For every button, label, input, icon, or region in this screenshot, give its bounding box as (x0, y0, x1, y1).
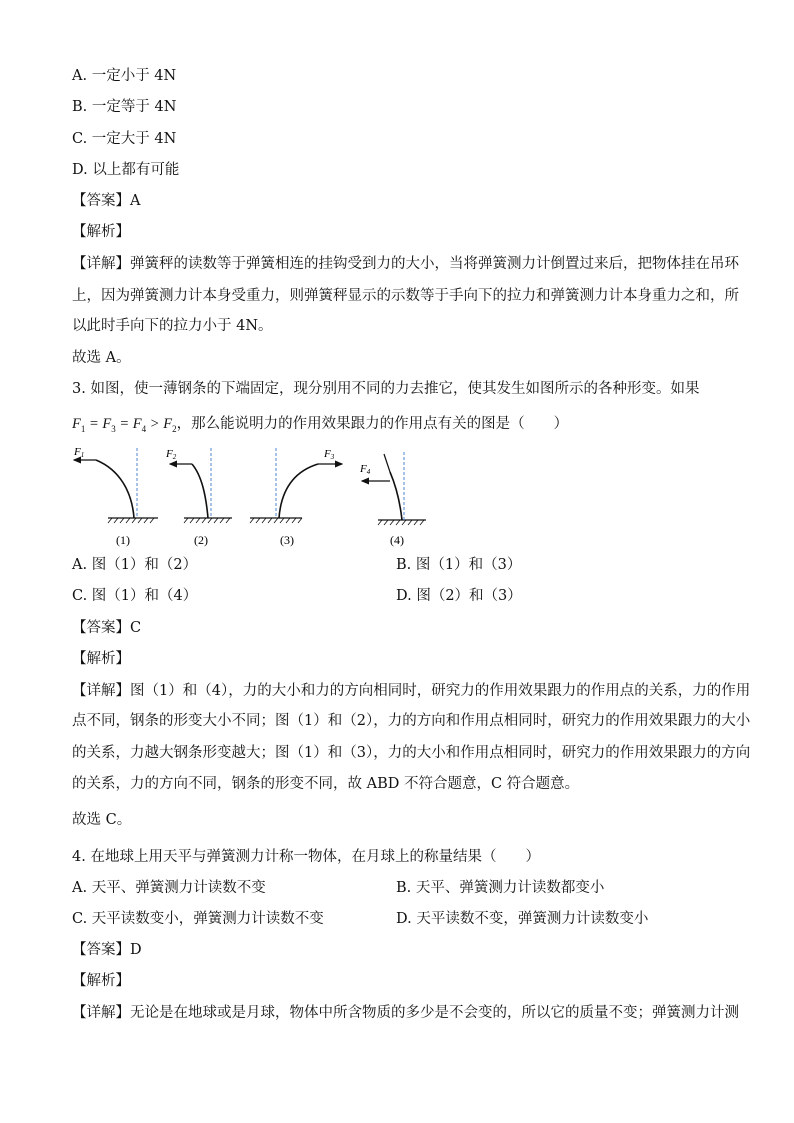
caption-4: (4) (390, 533, 404, 547)
figure-1 (73, 446, 158, 547)
caption-1: (1) (116, 533, 130, 547)
q3-stem-line-2-text: ，那么能说明力的作用效果跟力的作用点有关的图是（ ） (176, 416, 569, 432)
q3-force-equation: $F_1 = F_3 = F_4 > F_2$ (72, 416, 177, 434)
q4-option-d: D. 天平读数不变，弹簧测力计读数变小 (396, 911, 649, 927)
caption-2: (2) (194, 533, 208, 547)
q2-option-b: B. 一定等于 4N (72, 99, 177, 115)
force-label-f2: F2 (166, 448, 177, 461)
q4-stem: 4. 在地球上用天平与弹簧测力计称一物体，在月球上的称量结果（ ） (72, 849, 540, 865)
q2-detail-line-3: 以此时手向下的拉力小于 4N。 (72, 318, 273, 334)
q3-conclusion: 故选 C。 (72, 812, 132, 828)
q3-analysis-label: 【解析】 (72, 651, 130, 667)
q3-option-a: A. 图（1）和（2） (72, 557, 198, 573)
q4-option-b: B. 天平、弹簧测力计读数都变小 (396, 880, 605, 896)
q3-detail-line-2: 点不同，钢条的形变大小不同；图（1）和（2），力的方向和作用点相同时，研究力的作用效果跟力的大小 (72, 713, 751, 729)
q2-option-a: A. 一定小于 4N (72, 68, 177, 84)
q3-option-b: B. 图（1）和（3） (396, 557, 522, 573)
q3-option-c: C. 图（1）和（4） (72, 588, 198, 604)
q2-conclusion: 故选 A。 (72, 350, 131, 366)
q4-answer: 【答案】D (72, 942, 142, 958)
q3-stem-line-2 (72, 414, 568, 439)
figure-4 (359, 452, 426, 547)
q3-detail-line-3: 的关系，力越大钢条形变越大；图（1）和（3），力的大小和作用点相同时，研究力的作用效果跟力的方向 (72, 745, 751, 761)
q4-analysis-label: 【解析】 (72, 973, 130, 989)
force-label-f1: F1 (74, 446, 85, 459)
q3-detail-line-4: 的关系，力的方向不同，钢条的形变不同，故 ABD 不符合题意，C 符合题意。 (72, 776, 580, 792)
q2-option-d: D. 以上都有可能 (72, 162, 180, 178)
q2-detail-line-2: 上，因为弹簧测力计本身受重力，则弹簧秤显示的示数等于手向下的拉力和弹簧测力计本身重力之和，所 (72, 288, 739, 304)
q3-figure (60, 444, 440, 554)
q4-option-c: C. 天平读数变小，弹簧测力计读数不变 (72, 911, 324, 927)
q4-detail-line-1: 【详解】无论是在地球或是月球，物体中所含物质的多少是不会变的，所以它的质量不变；弹簧测力计测 (72, 1005, 739, 1021)
q4-option-a: A. 天平、弹簧测力计读数不变 (72, 880, 266, 896)
q3-option-d: D. 图（2）和（3） (396, 588, 522, 604)
force-label-f3: F3 (324, 448, 335, 461)
q2-option-c: C. 一定大于 4N (72, 131, 177, 147)
q3-answer: 【答案】C (72, 620, 142, 636)
q3-stem-line-1: 3. 如图，使一薄钢条的下端固定，现分别用不同的力去推它，使其发生如图所示的各种形变。如果 (72, 381, 700, 397)
q2-analysis-label: 【解析】 (72, 224, 130, 240)
q3-detail-line-1: 【详解】图（1）和（4），力的大小和力的方向相同时，研究力的作用效果跟力的作用点的关系，力的作用 (72, 683, 751, 699)
q2-answer: 【答案】A (72, 193, 141, 209)
figure-2 (165, 448, 232, 547)
force-label-f4: F4 (360, 463, 371, 476)
caption-3: (3) (280, 533, 294, 547)
figure-3 (250, 448, 342, 547)
q2-detail-line-1: 【详解】弹簧秤的读数等于弹簧相连的挂钩受到力的大小，当将弹簧测力计倒置过来后，把物体挂在吊环 (72, 256, 739, 272)
